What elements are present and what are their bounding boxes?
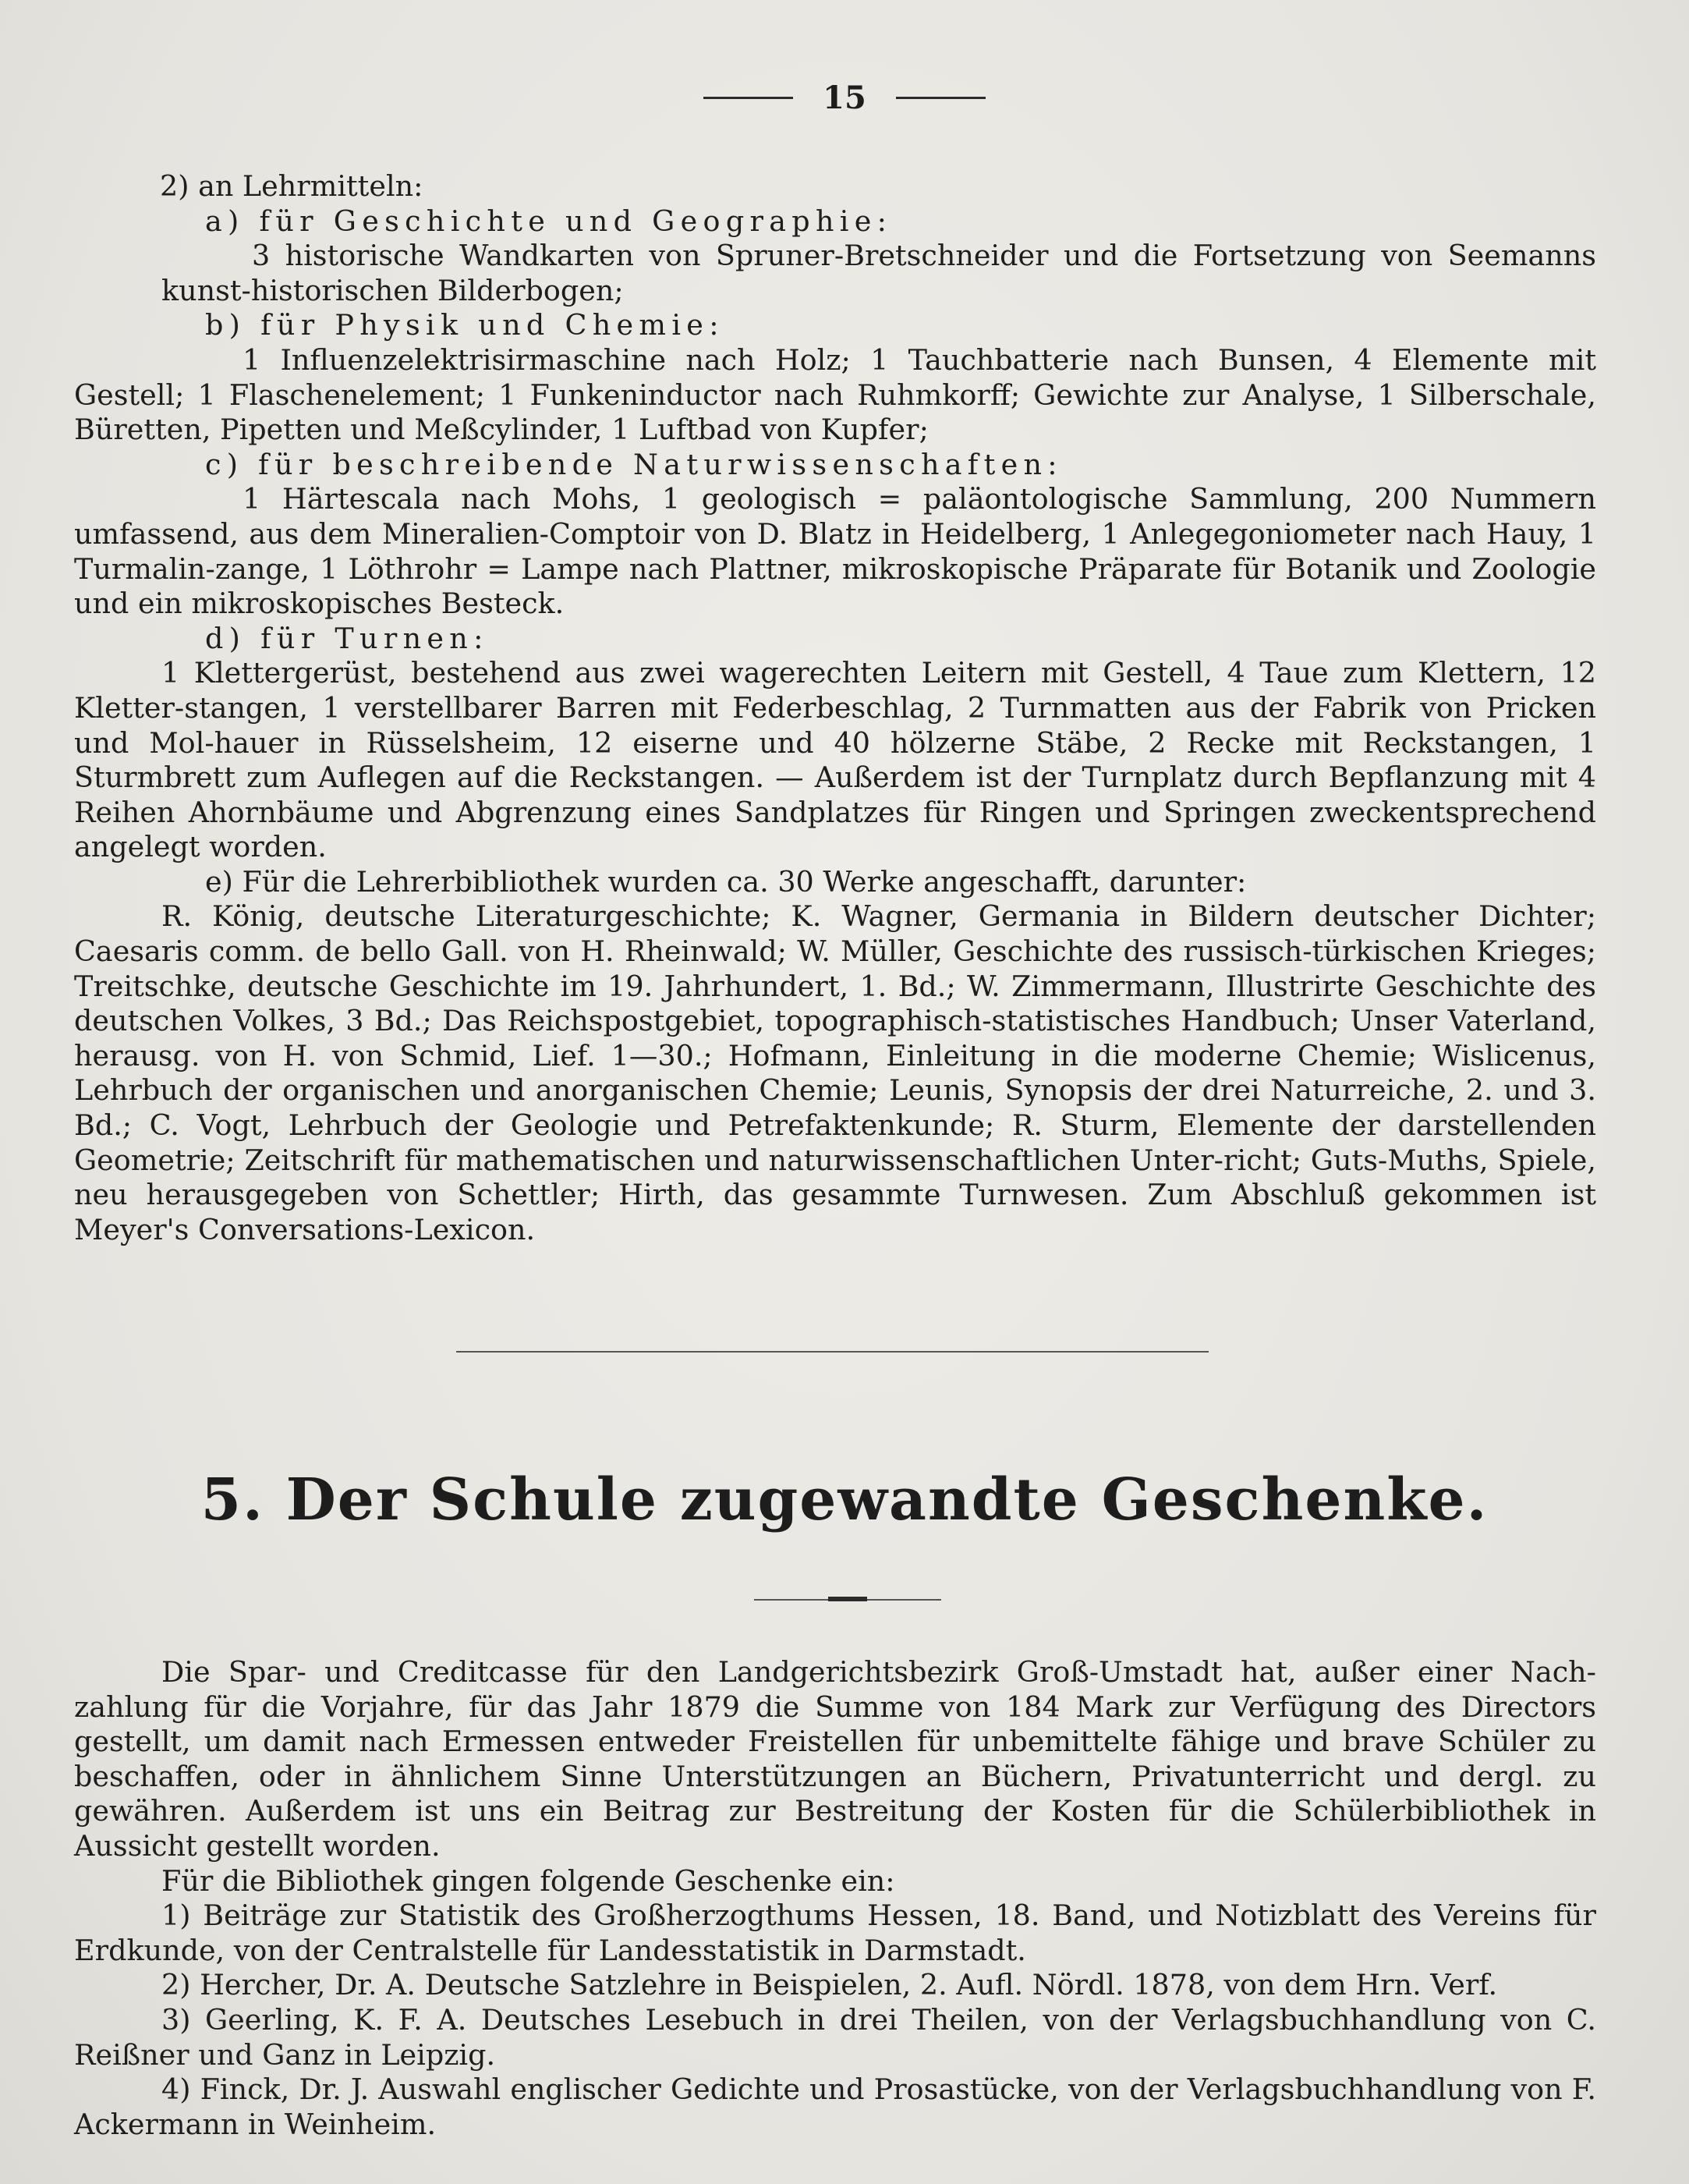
gift-item: 3) Geerling, K. F. A. Deutsches Lesebuch in drei Theilen, von der Verlagsbuchhandlung von C. Reißner und Ganz in Leipzig. (74, 2002, 1596, 2072)
history-text: 3 historische Wandkarten von Spruner-Bretschneider und die Fortsetzung von Seemanns kunst-historischen Bilderbogen; (161, 239, 1596, 307)
library-gifts-intro: Für die Bibliothek gingen folgende Geschenke ein: (161, 1863, 895, 1898)
page-number: 15 (823, 79, 866, 116)
gymnastics-label: d) für Turnen: (205, 621, 489, 655)
gift-item: 4) Finck, Dr. J. Auswahl englischer Gedichte und Prosastücke, von der Verlagsbuchhandlung von F. Ackermann in Weinheim. (74, 2072, 1596, 2141)
gymnastics-text: 1 Klettergerüst, bestehend aus zwei wagerechten Leitern mit Gestell, 4 Taue zum Klettern, 12 Kletter-stangen, 1 verstellbarer Barren mit Federbeschlag, 2 Turnmatten aus der Fabrik von Pricken und Mol-hauer in Rüsselsheim, 12 eiserne und 40 hölzerne Stäbe, 2 Recke mit Reckstangen, 1 Sturmbrett zum Auflegen auf die Reckstangen. — Außerdem ist der Turnplatz durch Bepflanzung mit 4 Reihen Ahornbäume und Abgrenzung eines Sandplatzes für Ringen und Springen zweckentsprechend angelegt worden. (74, 656, 1596, 864)
physics-label: b) für Physik und Chemie: (205, 308, 724, 342)
gift-item: 1) Beiträge zur Statistik des Großherzogthums Hessen, 18. Band, und Notizblatt des Vereins für Erdkunde, von der Centralstelle für Landesstatistik in Darmstadt. (74, 1899, 1596, 1967)
section-title: 5. Der Schule zugewandte Geschenke. (200, 1466, 1489, 1533)
teaching-aids-section (74, 169, 1596, 1247)
library-label: e) Für die Lehrerbibliothek wurden ca. 30 Werke angeschafft, darunter: (205, 864, 1247, 899)
section-divider (456, 1351, 1209, 1353)
library-text: R. König, deutsche Literaturgeschichte; K. Wagner, Germania in Bildern deutscher Dichter; Caesaris comm. de bello Gall. von H. Rheinwald; W. Müller, Geschichte des russisch-türkischen Krieges; Treitschke, deutsche Geschichte im 19. Jahrhundert, 1. Bd.; W. Zimmermann, Illustrirte Geschichte des deutschen Volkes, 3 Bd.; Das Reichspostgebiet, topographisch-statistisches Handbuch; Unser Vaterland, herausg. von H. von Schmid, Lief. 1—30.; Hofmann, Einleitung in die moderne Chemie; Wislicenus, Lehrbuch der organischen und anorganischen Chemie; Leunis, Synopsis der drei Naturreiche, 2. und 3. Bd.; C. Vogt, Lehrbuch der Geologie und Petrefaktenkunde; R. Sturm, Elemente der darstellenden Geometrie; Zeitschrift für mathematischen und naturwissenschaftlichen Unter-richt; Guts-Muths, Spiele, neu herausgegeben von Schettler; Hirth, das gesammte Turnwesen. Zum Abschluß gekommen ist Meyer's Conversations-Lexicon. (74, 899, 1596, 1246)
header-rule-right (896, 97, 986, 99)
title-ornament (754, 1599, 941, 1601)
page-header (0, 74, 1689, 121)
teaching-aids-heading: 2) an Lehrmitteln: (160, 169, 423, 203)
title-ornament-center (828, 1597, 867, 1601)
gifts-section (74, 1655, 1596, 2142)
gifts-intro: Die Spar- und Creditcasse für den Landgerichtsbezirk Groß-Umstadt hat, außer einer Nach-zahlung für die Vorjahre, für das Jahr 1879 die Summe von 184 Mark zur Verfügung des Directors gestellt, um damit nach Ermessen entweder Freistellen für unbemittelte fähige und brave Schüler zu beschaffen, oder in ähnlichem Sinne Unterstützungen an Büchern, Privatunterricht und dergl. zu gewähren. Außerdem ist uns ein Beitrag zur Bestreitung der Kosten für die Schülerbibliothek in Aussicht gestellt worden. (74, 1655, 1596, 1863)
natural-sciences-text: 1 Härtescala nach Mohs, 1 geologisch = paläontologische Sammlung, 200 Nummern umfassend, aus dem Mineralien-Comptoir von D. Blatz in Heidelberg, 1 Anlegegoniometer nach Hauy, 1 Turmalin-zange, 1 Löthrohr = Lampe nach Plattner, mikroskopische Präparate für Botanik und Zoologie und ein mikroskopisches Besteck. (74, 482, 1596, 621)
header-rule-left (703, 97, 793, 99)
gift-item: 2) Hercher, Dr. A. Deutsche Satzlehre in Beispielen, 2. Aufl. Nördl. 1878, von dem Hrn. Verf. (161, 1968, 1498, 2002)
physics-text: 1 Influenzelektrisirmaschine nach Holz; 1 Tauchbatterie nach Bunsen, 4 Elemente mit Gestell; 1 Flaschenelement; 1 Funkeninductor nach Ruhmkorff; Gewichte zur Analyse, 1 Silberschale, Büretten, Pipetten und Meßcylinder, 1 Luftbad von Kupfer; (74, 342, 1596, 447)
natural-sciences-label: c) für beschreibende Naturwissenschaften: (205, 447, 1063, 481)
history-label: a) für Geschichte und Geographie: (205, 204, 893, 238)
